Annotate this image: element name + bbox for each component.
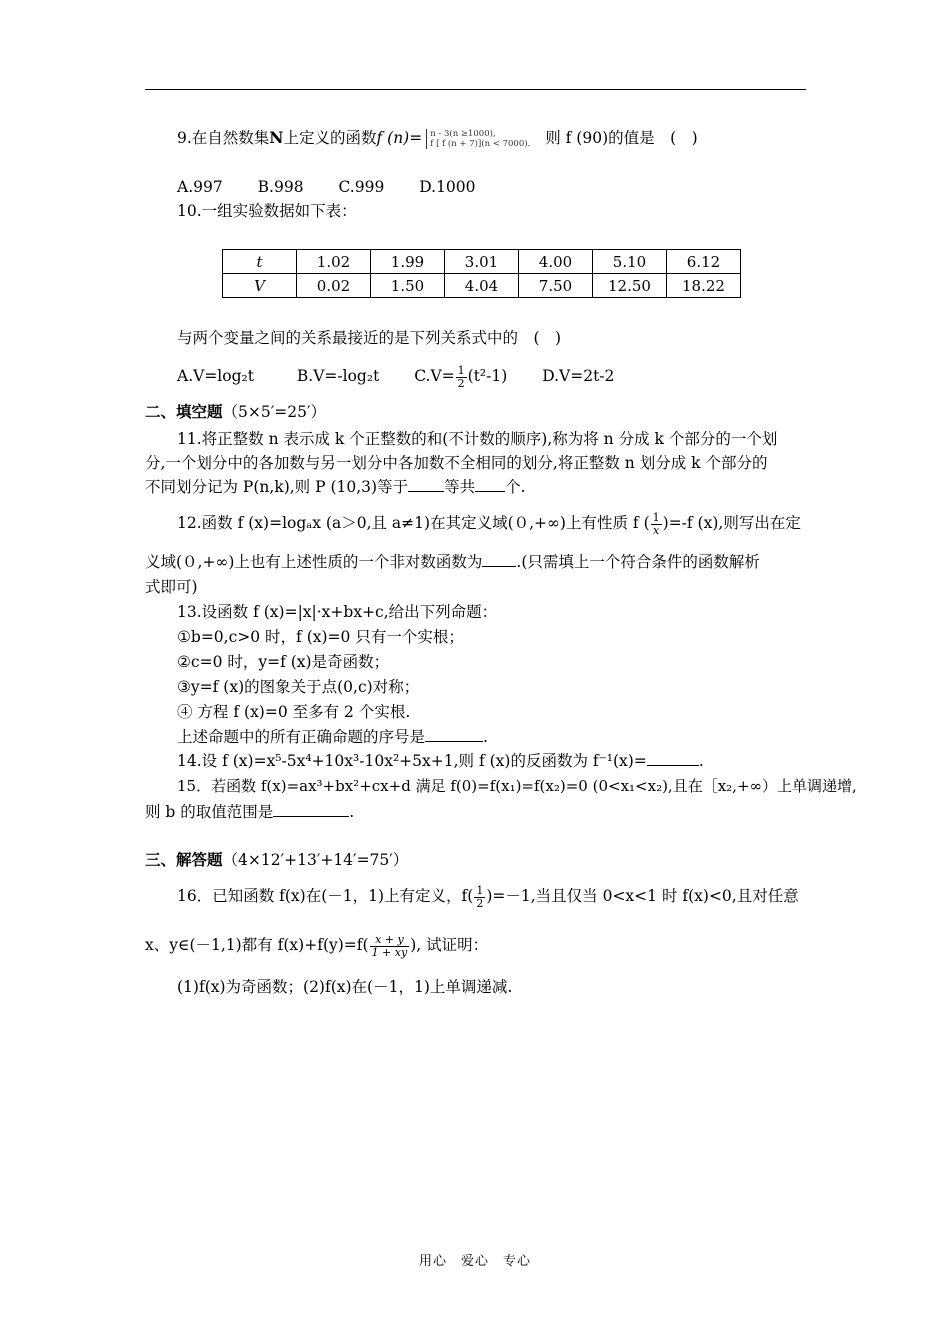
fraction-denominator: 2 [457,376,465,390]
table-row [223,274,741,298]
answer-blank[interactable] [482,552,516,567]
section-2-heading [145,402,326,422]
q10-option-c-post: (t²-1) [467,367,508,385]
header-rule [145,89,806,90]
q14-text: 14.设 f (x)=x⁵-5x⁴+10x³-10x²+5x+1,则 f (x)的反函数为 f⁻¹(x)= [177,752,647,770]
q9-ask: 则 f (90)的值是 ( ) [545,129,698,147]
q9-piece1: n - 3(n ≥1000), [430,129,496,139]
q9-option-c: C.999 [338,178,385,196]
fraction-numerator: 1 [476,883,484,897]
answer-blank[interactable] [273,802,349,817]
q10-options [177,364,614,390]
q12-line2-a: 义域(０,+∞)上也有上述性质的一个非对数函数为 [145,553,483,571]
q10-option-c-fraction [456,365,467,390]
q16-line2-a: x、y∈(－1,1)都有 f(x)+f(y)=f( [145,936,369,954]
q10-option-b: B.V=-log₂t [296,367,380,385]
q16-half-fraction [474,885,485,910]
question-14 [177,751,704,771]
answer-blank[interactable] [425,727,483,742]
table-cell: 12.50 [593,274,667,298]
q11-line3-b: 等共 [444,478,476,496]
q9-text2: 上定义的函数 [283,129,377,147]
fraction-denominator: x [653,523,660,537]
fraction-numerator: 1 [652,510,660,524]
q13-line6 [177,727,488,747]
question-9 [177,128,698,149]
q16-xy-fraction [370,934,410,959]
fraction-denominator: 2 [476,896,484,910]
q10-ask: 与两个变量之间的关系最接近的是下列关系式中的 ( ) [177,329,562,347]
fraction-numerator: x + y [370,934,410,947]
q13-line1: 13.设函数 f (x)=|x|·x+bx+c,给出下列命题： [177,603,498,621]
table-cell: 5.10 [593,250,667,274]
q16-line1 [177,883,799,910]
q10-option-a: A.V=log₂t [177,367,254,385]
section-3-title: 三、解答题 [145,850,223,869]
table-cell: 0.02 [297,274,371,298]
q15-line2 [145,802,354,822]
page-footer: 用心 爱心 专心 [418,1254,531,1269]
table-cell: 6.12 [667,250,741,274]
q11-line2: 分,一个划分中的各加数与另一划分中各加数不全相同的划分,将正整数 n 划分成 k 个部分的 [145,454,768,472]
section-3-heading [145,850,408,870]
q9-set: N [269,128,284,147]
section-2-title: 二、填空题 [145,402,223,421]
q10-option-d: D.V=2t-2 [542,367,615,385]
q16-line2 [145,932,488,959]
section-2-score: （5×5′=25′） [222,403,326,421]
table-cell: 4.00 [519,250,593,274]
q15-line2-a: 则 b 的取值范围是 [145,803,274,821]
table-cell: 4.04 [445,274,519,298]
data-table [222,249,741,298]
q9-option-b: B.998 [257,178,304,196]
q9-piecewise [426,129,530,149]
q13-line6-a: 上述命题中的所有正确命题的序号是 [177,728,426,746]
q9-fn: f (n)= [376,129,423,147]
q13-line4: ③y=f (x)的图象关于点(0,c)对称； [177,678,420,696]
table-cell: V [223,274,297,298]
table-cell: 1.50 [371,274,445,298]
answer-blank[interactable] [475,477,505,492]
q12-line2 [145,552,760,572]
q13-line3: ②c=0 时，y=f (x)是奇函数； [177,653,390,671]
q15-line1: 15．若函数 f(x)=ax³+bx²+cx+d 满足 f(0)=f(x₁)=f(x₂)=0 (0<x₁<x₂),且在［x₂,+∞）上单调递增, [177,777,857,795]
q12-line1 [177,510,801,537]
table-cell: 1.02 [297,250,371,274]
q9-option-a: A.997 [177,178,223,196]
answer-blank[interactable] [647,751,699,766]
q12-line1-a: 12.函数 f (x)=logₐx (a＞0,且 a≠1)在其定义域(０,+∞)上有性质 f ( [177,514,650,532]
table-row [223,250,741,274]
q10-intro: 10.一组实验数据如下表： [177,202,357,220]
q16-line1-b: )=－1,当且仅当 0<x<1 时 f(x)<0,且对任意 [486,887,799,905]
q16-line1-a: 16．已知函数 f(x)在(－1，1)上有定义，f( [177,887,474,905]
table-cell: 1.99 [371,250,445,274]
q9-option-d: D.1000 [419,178,476,196]
q11-line1: 11.将正整数 n 表示成 k 个正整数的和(不计数的顺序),称为将 n 分成 k 个部分的一个划 [177,430,778,448]
q10-option-c-pre: C.V= [414,367,455,385]
table-cell: t [223,250,297,274]
q11-line3-a: 不同划分记为 P(n,k),则 P (10,3)等于 [145,478,409,496]
q13-line2: ①b=0,c>0 时，f (x)=0 只有一个实根； [177,628,464,646]
q9-piece2: f [ f (n + 7)](n < 7000). [430,139,531,149]
q12-line2-b: .(只需填上一个符合条件的函数解析 [516,553,760,571]
q11-line3-c: 个. [505,478,526,496]
answer-blank[interactable] [408,477,444,492]
fraction-denominator: 1 + xy [371,945,408,959]
table-cell: 18.22 [667,274,741,298]
q13-line6-b: . [483,728,488,746]
q13-line5: ④ 方程 f (x)=0 至多有 2 个实根. [177,703,411,721]
q14-end: . [698,752,704,770]
q12-fraction [651,512,662,537]
table-cell: 7.50 [519,274,593,298]
q12-line3: 式即可) [145,578,198,596]
section-3-score: （4×12′+13′+14′=75′） [222,851,409,869]
fraction-numerator: 1 [457,363,465,377]
q9-text: 9.在自然数集 [177,129,270,147]
q12-line1-b: )=-f (x),则写出在定 [662,514,801,532]
q16-line3: (1)f(x)为奇函数；(2)f(x)在(－1，1)上单调递减. [177,978,513,996]
q9-options [177,177,476,197]
q11-line3 [145,477,526,497]
q15-line2-b: . [349,803,355,821]
q16-line2-b: ), 试证明： [410,936,489,954]
table-cell: 3.01 [445,250,519,274]
